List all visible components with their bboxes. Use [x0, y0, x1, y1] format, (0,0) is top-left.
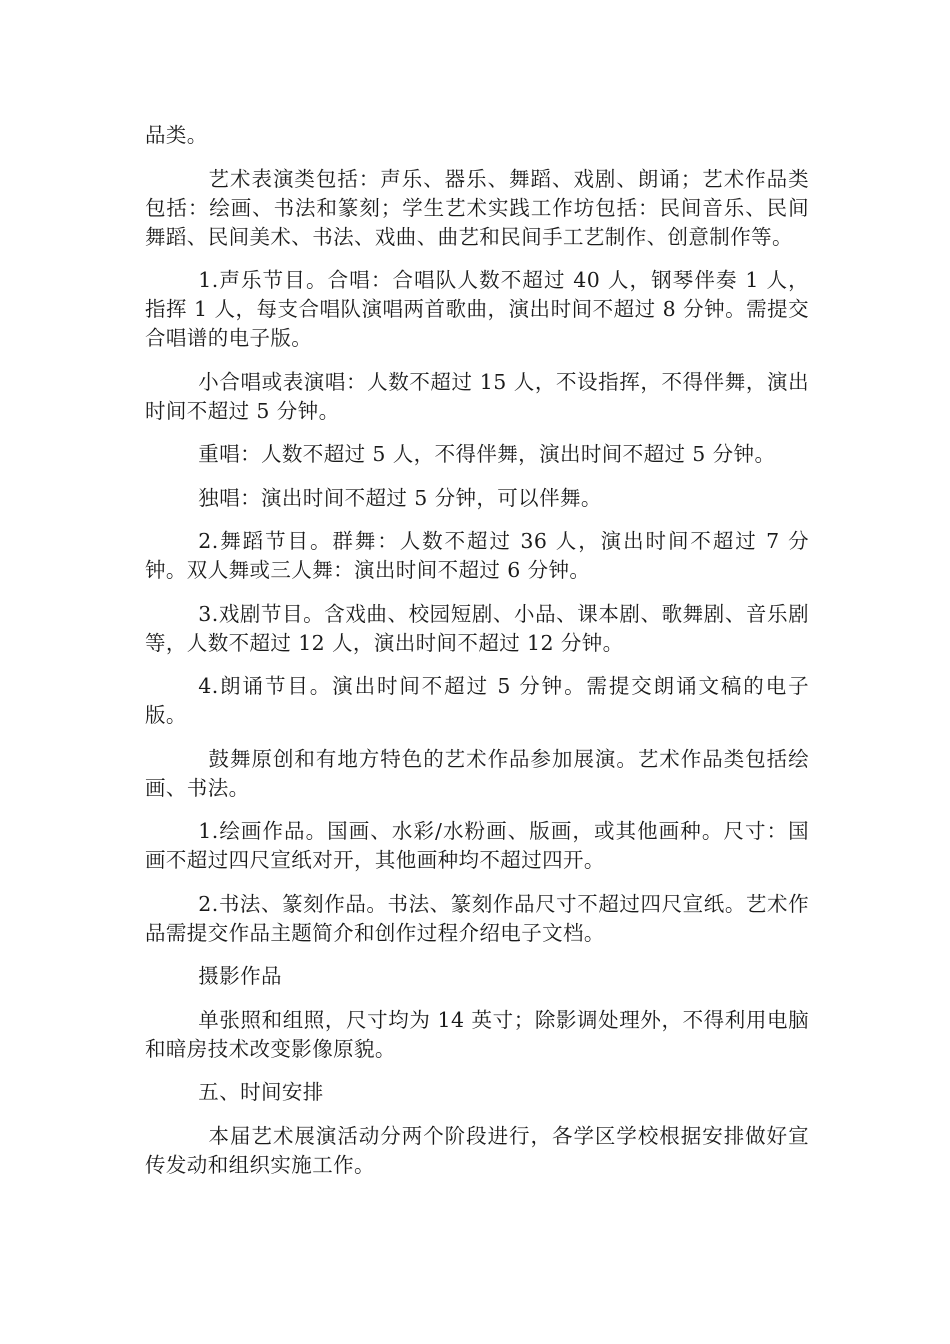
paragraph-painting: 1.绘画作品。国画、水彩/水粉画、版画，或其他画种。尺寸：国画不超过四尺宣纸对开，其他画种均不超过四开。	[145, 819, 809, 872]
paragraph-photography-heading: 摄影作品	[198, 964, 282, 988]
paragraph-artwork-intro: 鼓舞原创和有地方特色的艺术作品参加展演。艺术作品类包括绘画、书法。	[145, 746, 809, 800]
paragraph-photography-rules: 单张照和组照，尺寸均为 14 英寸；除影调处理外，不得利用电脑和暗房技术改变影像原貌。	[145, 1007, 809, 1061]
paragraph-solo: 独唱：演出时间不超过 5 分钟，可以伴舞。	[198, 485, 602, 510]
paragraph-schedule: 本届艺术展演活动分两个阶段进行，各学区学校根据安排做好宣传发动和组织实施工作。	[145, 1123, 809, 1177]
paragraph-calligraphy: 2.书法、篆刻作品。书法、篆刻作品尺寸不超过四尺宣纸。艺术作品需提交作品主题简介和创作过程介绍电子文档。	[145, 891, 809, 945]
paragraph-dance: 2.舞蹈节目。群舞：人数不超过 36 人，演出时间不超过 7 分钟。双人舞或三人舞：演出时间不超过 6 分钟。	[145, 529, 809, 582]
section-heading-schedule: 五、时间安排	[198, 1080, 324, 1104]
paragraph-recitation: 4.朗诵节目。演出时间不超过 5 分钟。需提交朗诵文稿的电子版。	[145, 674, 809, 727]
paragraph-drama: 3.戏剧节目。含戏曲、校园短剧、小品、课本剧、歌舞剧、音乐剧等，人数不超过 12 人，演出时间不超过 12 分钟。	[145, 601, 809, 655]
paragraph-small-chorus: 小合唱或表演唱：人数不超过 15 人，不设指挥，不得伴舞，演出时间不超过 5 分钟。	[145, 369, 809, 423]
paragraph-continuation: 品类。	[145, 123, 208, 147]
document-body	[145, 121, 809, 1194]
paragraph-art-categories: 艺术表演类包括：声乐、器乐、舞蹈、戏剧、朗诵；艺术作品类包括：绘画、书法和篆刻；学生艺术实践工作坊包括：民间音乐、民间舞蹈、民间美术、书法、戏曲、曲艺和民间手工艺制作、创意制作等。	[145, 166, 809, 249]
paragraph-ensemble-singing: 重唱：人数不超过 5 人，不得伴舞，演出时间不超过 5 分钟。	[198, 442, 776, 466]
paragraph-vocal-chorus: 1.声乐节目。合唱：合唱队人数不超过 40 人，钢琴伴奏 1 人，指挥 1 人，每支合唱队演唱两首歌曲，演出时间不超过 8 分钟。需提交合唱谱的电子版。	[145, 268, 809, 350]
